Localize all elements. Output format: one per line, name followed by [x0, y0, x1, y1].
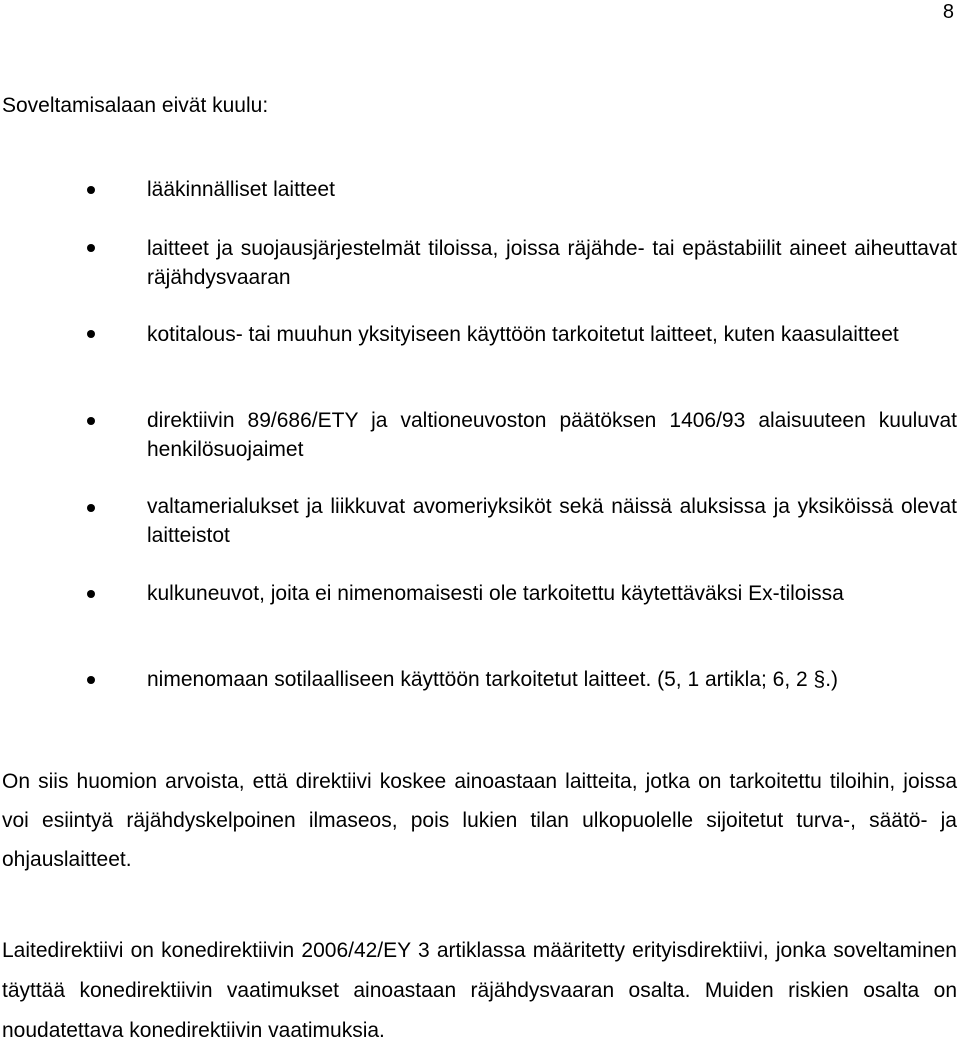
bullet-icon	[87, 676, 95, 684]
bullet-icon	[87, 504, 95, 512]
bullet-icon	[87, 417, 95, 425]
body-paragraph: Laitedirektiivi on konedirektiivin 2006/42/EY 3 artiklassa määritetty erityisdirektiivi, jonka soveltaminen täyttää konedirektiivin vaatimukset ainoastaan räjähdysvaaran osalta. Muiden riskien osalta on noudatettava konedirektiivin vaatimuksia.	[2, 939, 957, 1042]
list-item-text: valtamerialukset ja liikkuvat avomeriyksiköt sekä näissä aluksissa ja yksiköissä olevat laitteistot	[147, 495, 957, 547]
bullet-icon	[87, 244, 95, 252]
section-heading: Soveltamisalaan eivät kuulu:	[2, 94, 269, 117]
list-item-text: laitteet ja suojausjärjestelmät tiloissa, joissa räjähde- tai epästabiilit aineet aiheuttavat räjähdysvaaran	[147, 237, 957, 289]
list-item-text: direktiivin 89/686/ETY ja valtioneuvoston päätöksen 1406/93 alaisuuteen kuuluvat henkilösuojaimet	[147, 409, 957, 461]
list-item-text: lääkinnälliset laitteet	[147, 178, 335, 201]
bullet-icon	[87, 186, 95, 194]
bullet-icon	[87, 330, 95, 338]
list-item-text: nimenomaan sotilaalliseen käyttöön tarkoitetut laitteet. (5, 1 artikla; 6, 2 §.)	[147, 668, 839, 691]
list-item-text: kotitalous- tai muuhun yksityiseen käyttöön tarkoitetut laitteet, kuten kaasulaitteet	[147, 323, 899, 346]
list-item-text: kulkuneuvot, joita ei nimenomaisesti ole tarkoitettu käytettäväksi Ex-tiloissa	[147, 582, 844, 605]
page-number: 8	[942, 1, 954, 23]
bullet-icon	[87, 590, 95, 598]
body-paragraph: On siis huomion arvoista, että direktiivi koskee ainoastaan laitteita, jotka on tarkoitettu tiloihin, joissa voi esiintyä räjähdyskelpoinen ilmaseos, pois lukien tilan ulkopuolelle sijoitetut turva-, säätö- ja ohjauslaitteet.	[2, 770, 957, 871]
